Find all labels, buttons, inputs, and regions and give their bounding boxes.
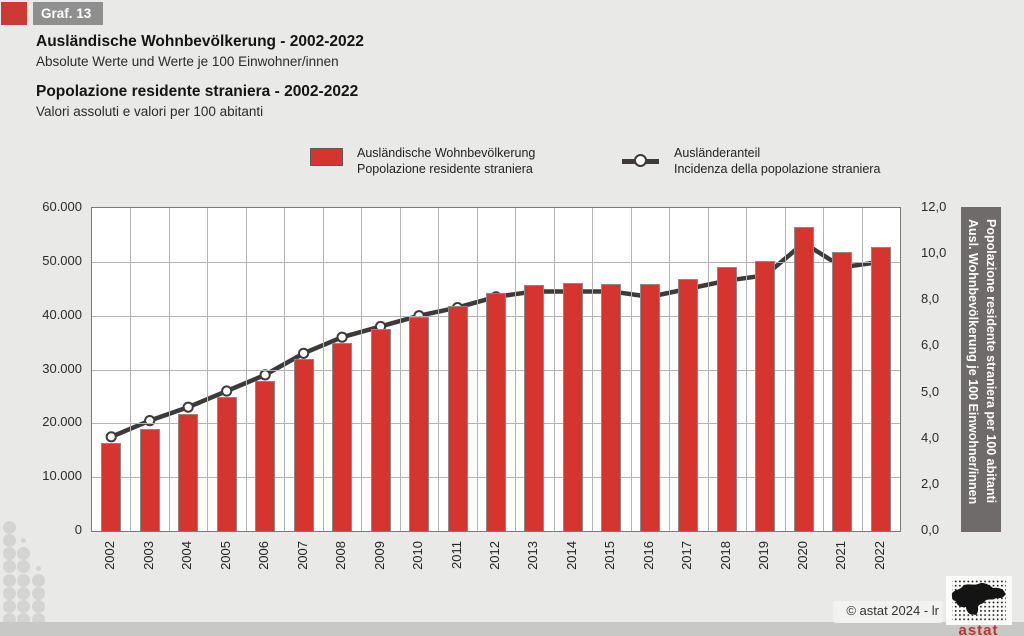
- x-axis-label-2007: 2007: [294, 541, 310, 570]
- gridline-vertical: [130, 208, 131, 531]
- line-marker-2006: [261, 370, 270, 379]
- decorative-dot-small: [36, 566, 41, 571]
- decorative-dot: [3, 534, 16, 547]
- decorative-dot: [3, 521, 16, 534]
- gridline-vertical: [207, 208, 208, 531]
- gridline-vertical: [169, 208, 170, 531]
- astat-logo: [945, 575, 1012, 636]
- gridline-vertical: [438, 208, 439, 531]
- right-tick-label: 10,0: [921, 245, 947, 261]
- x-axis-label-2003: 2003: [140, 541, 156, 570]
- decorative-dot: [3, 587, 16, 600]
- bar-2002: [101, 443, 121, 531]
- plot-area: [91, 207, 901, 532]
- gridline-vertical: [785, 208, 786, 531]
- bar-2015: [601, 284, 621, 531]
- decorative-dot: [17, 574, 30, 587]
- line-marker-2007: [299, 349, 308, 358]
- x-axis-label-2004: 2004: [179, 541, 195, 570]
- bar-2012: [486, 293, 506, 531]
- legend-line-label-de: Ausländeranteil: [674, 146, 761, 160]
- bar-2005: [217, 397, 237, 531]
- x-axis-label-2011: 2011: [448, 541, 464, 569]
- legend-line-marker-dot: [634, 154, 647, 167]
- bar-2010: [409, 317, 429, 531]
- bar-2004: [178, 414, 198, 531]
- gridline-vertical: [862, 208, 863, 531]
- x-axis-label-2019: 2019: [756, 541, 772, 570]
- legend-line-labels: [674, 146, 880, 177]
- decorative-dot: [32, 587, 45, 600]
- bottom-strip: [0, 622, 1024, 636]
- bar-2022: [871, 247, 891, 531]
- gridline-vertical: [477, 208, 478, 531]
- decorative-dot: [3, 574, 16, 587]
- left-tick-label: 20.000: [42, 414, 82, 430]
- x-axis-label-2014: 2014: [563, 541, 579, 570]
- right-tick-label: 8,0: [921, 291, 940, 307]
- bar-2009: [371, 329, 391, 531]
- bar-2020: [794, 227, 814, 531]
- x-axis-label-2010: 2010: [410, 541, 426, 570]
- gridline-vertical: [246, 208, 247, 531]
- line-marker-2002: [107, 432, 116, 441]
- x-axis-label-2012: 2012: [487, 541, 502, 570]
- left-tick-label: 10.000: [42, 468, 82, 484]
- legend-bar-label-it: Popolazione residente straniera: [357, 161, 533, 176]
- bar-2018: [717, 267, 737, 531]
- gridline-vertical: [823, 208, 824, 531]
- gridline-horizontal: [92, 262, 900, 263]
- left-tick-label: 0: [74, 522, 82, 537]
- bar-2013: [524, 285, 544, 531]
- badge-red-square: [1, 2, 27, 25]
- x-axis-label-2022: 2022: [871, 541, 887, 570]
- bar-2007: [294, 359, 314, 531]
- credit-text: © astat 2024 - lr: [846, 603, 939, 618]
- bar-2019: [755, 261, 775, 531]
- decorative-dot: [17, 547, 30, 560]
- right-tick-label: 5,0: [921, 383, 940, 399]
- right-tick-label: 2,0: [921, 475, 940, 491]
- decorative-dot: [17, 600, 30, 613]
- bar-2021: [832, 252, 852, 531]
- right-axis-title-text: [961, 207, 1003, 504]
- x-axis-label-2008: 2008: [333, 541, 349, 570]
- x-axis-label-2017: 2017: [679, 541, 695, 570]
- gridline-vertical: [746, 208, 747, 531]
- decorative-dot: [17, 560, 30, 573]
- gridline-vertical: [708, 208, 709, 531]
- left-tick-label: 60.000: [42, 199, 82, 214]
- left-tick-label: 50.000: [42, 252, 82, 268]
- gridline-vertical: [323, 208, 324, 531]
- decorative-dot: [17, 587, 30, 600]
- right-tick-label: 12,0: [921, 199, 947, 214]
- left-tick-label: 40.000: [42, 306, 82, 322]
- right-axis-title-it: Popolazione residente straniera per 100 abitanti: [984, 219, 998, 504]
- x-axis-label-2013: 2013: [525, 541, 541, 570]
- title-italian: Popolazione residente straniera - 2002-2022: [36, 83, 359, 100]
- decorative-dot: [3, 560, 16, 573]
- right-tick-label: 6,0: [921, 337, 940, 353]
- x-axis-label-2021: 2021: [833, 541, 849, 570]
- bar-2006: [255, 381, 275, 531]
- astat-logo-text: astat: [958, 622, 999, 636]
- right-axis-title-de: Ausl. Wohnbevölkerung je 100 Einwohner/innen: [966, 219, 980, 505]
- decorative-dot-small: [21, 538, 26, 543]
- bar-2003: [140, 429, 160, 531]
- x-axis-label-2005: 2005: [217, 541, 233, 570]
- decorative-dot: [32, 600, 45, 613]
- legend-bar-labels: [357, 146, 535, 177]
- gridline-vertical: [669, 208, 670, 531]
- right-tick-label: 4,0: [921, 429, 940, 445]
- line-marker-2004: [184, 403, 193, 412]
- right-axis-title-banner: [961, 207, 1001, 532]
- astat-logo-map: [946, 576, 1012, 625]
- bar-2016: [640, 284, 660, 531]
- gridline-vertical: [592, 208, 593, 531]
- gridline-vertical: [515, 208, 516, 531]
- legend-bar-swatch: [310, 148, 343, 166]
- bar-2011: [448, 306, 468, 531]
- x-axis-label-2016: 2016: [640, 541, 656, 570]
- x-axis-label-2002: 2002: [102, 541, 118, 570]
- legend-bar-label-de: Ausländische Wohnbevölkerung: [357, 146, 536, 160]
- bar-2017: [678, 279, 698, 531]
- bar-2014: [563, 283, 583, 531]
- subtitle-german: Absolute Werte und Werte je 100 Einwohner/innen: [36, 54, 339, 69]
- subtitle-italian: Valori assoluti e valori per 100 abitanti: [36, 104, 264, 119]
- decorative-dot: [3, 547, 16, 560]
- right-tick-label: 0,0: [921, 522, 940, 537]
- x-axis-label-2020: 2020: [794, 541, 810, 570]
- gridline-vertical: [631, 208, 632, 531]
- gridline-vertical: [284, 208, 285, 531]
- graph-number-badge: Graf. 13: [33, 2, 103, 25]
- x-axis-label-2018: 2018: [717, 541, 733, 570]
- x-axis-label-2009: 2009: [371, 541, 387, 570]
- line-marker-2008: [337, 333, 346, 342]
- x-axis-label-2015: 2015: [602, 541, 618, 570]
- left-tick-label: 30.000: [42, 360, 82, 376]
- decorative-dot: [3, 600, 16, 613]
- x-axis-label-2006: 2006: [256, 541, 272, 570]
- decorative-dot: [32, 574, 45, 587]
- gridline-vertical: [554, 208, 555, 531]
- legend-line-label-it: Incidenza della popolazione straniera: [674, 161, 881, 176]
- bar-2008: [332, 343, 352, 531]
- gridline-vertical: [361, 208, 362, 531]
- gridline-vertical: [400, 208, 401, 531]
- title-german: Ausländische Wohnbevölkerung - 2002-2022: [36, 33, 364, 50]
- line-marker-2005: [222, 386, 231, 395]
